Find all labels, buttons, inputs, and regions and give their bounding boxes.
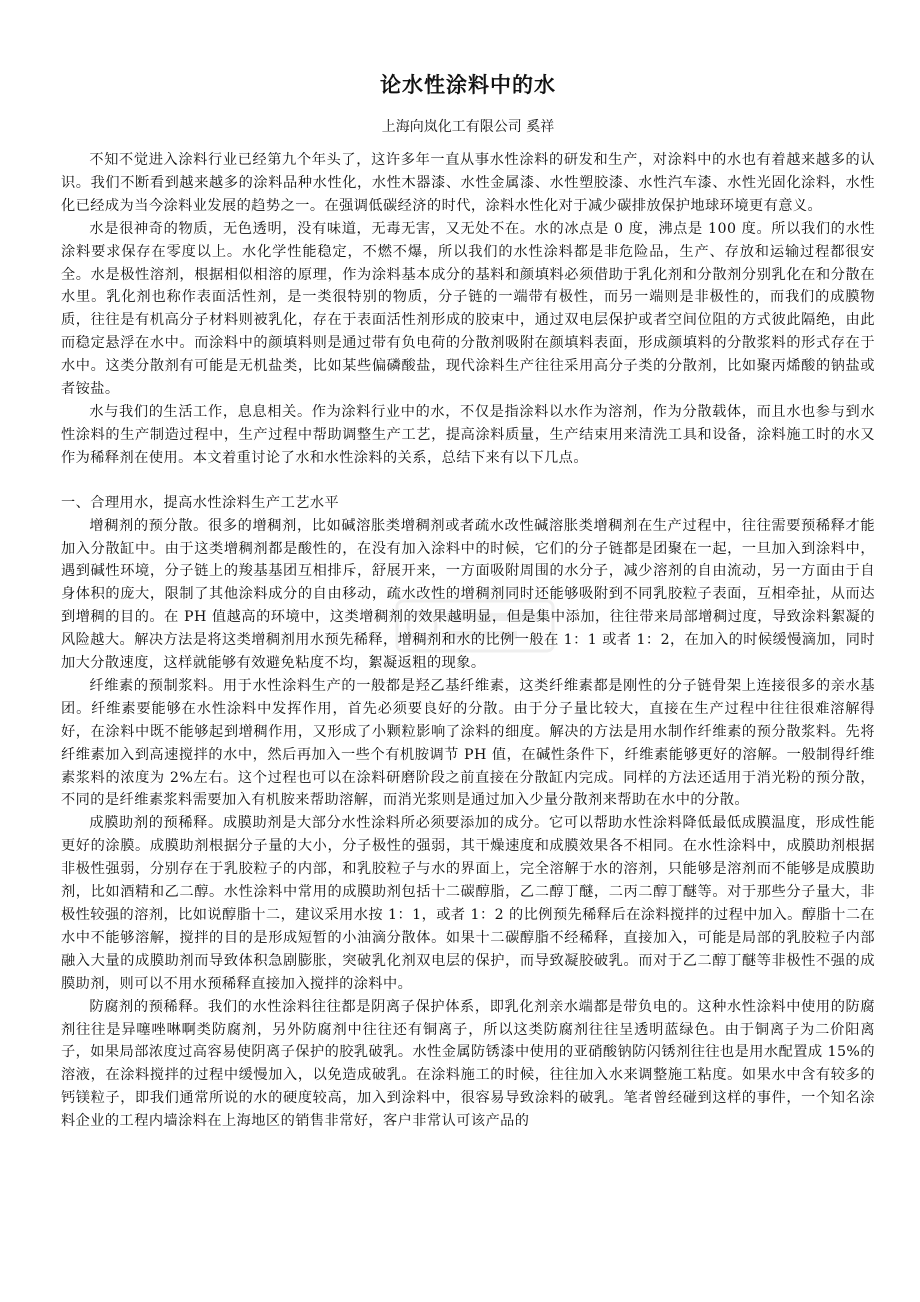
document-body (61, 149, 875, 1133)
author-line: 上海向岚化工有限公司 奚祥 (381, 119, 555, 135)
section-paragraph-preservative: 防腐剂的预稀释。我们的水性涂料往往都是阴离子保护体系，即乳化剂亲水端都是带负电的。这种水性涂料中使用的防腐剂往往是异噻唑啉啊类防腐剂，另外防腐剂中往往还有铜离子，所以这类防腐剂往往呈透明蓝绿色。由于铜离子为二价阳离子，如果局部浓度过高容易使阴离子保护的胶乳破乳。水性金属防锈漆中使用的亚硝酸钠防闪锈剂往往也是用水配置成 15%的溶液，在涂料搅拌的过程中缓慢加入，以免造成破乳。在涂料施工的时候，往往加入水来调整施工粘度。如果水中含有较多的钙镁粒子，即我们通常所说的水的硬度较高，加入到涂料中，很容易导致涂料的破乳。笔者曾经碰到这样的事件，一个知名涂料企业的工程内墙涂料在上海地区的销售非常好，客户非常认可该产品的 (61, 998, 875, 1130)
section-heading: 一、合理用水，提高水性涂料生产工艺水平 (61, 494, 340, 511)
document-title: 论水性涂料中的水 (380, 73, 556, 97)
section-paragraph-thickener: 增稠剂的预分散。很多的增稠剂，比如碱溶胀类增稠剂或者疏水改性碱溶胀类增稠剂在生产过程中，往往需要预稀释才能加入分散缸中。由于这类增稠剂都是酸性的，在没有加入涂料中的时候，它们的分子链都是团聚在一起，一旦加入到涂料中，遇到碱性环境，分子链上的羧基基团互相排斥，舒展开来，一方面吸附周围的水分子，减少溶剂的自由流动，另一方面由于自身体积的庞大，限制了其他涂料成分的自由移动，疏水改性的增稠剂同时还能够吸附到不同乳胶粒子表面，互相牵扯，从而达到增稠的目的。在 PH 值越高的环境中，这类增稠剂的效果越明显，但是集中添加，往往带来局部增稠过度，导致涂料絮凝的风险越大。解决方法是将这类增稠剂用水预先稀释，增稠剂和水的比例一般在 1：1 或者 1：2，在加入的时候缓慢滴加，同时加大分散速度，这样就能够有效避免粘度不均，絮凝返粗的现象。 (61, 517, 875, 672)
section-paragraph-cellulose: 纤维素的预制浆料。用于水性涂料生产的一般都是羟乙基纤维素，这类纤维素都是刚性的分子链骨架上连接很多的亲水基团。纤维素要能够在水性涂料中发挥作用，首先必须要良好的分散。由于分子量比较大，直接在生产过程中往往很难溶解得好，在涂料中既不能够起到增稠作用，又形成了小颗粒影响了涂料的细度。解决的方法是用水制作纤维素的预分散浆料。先将纤维素加入到高速搅拌的水中，然后再加入一些个有机胺调节 PH 值，在碱性条件下，纤维素能够更好的溶解。一般制得纤维素浆料的浓度为 2%左右。这个过程也可以在涂料研磨阶段之前直接在分散缸内完成。同样的方法还适用于消光粉的预分散，不同的是纤维素浆料需要加入有机胺来帮助溶解，而消光浆则是通过加入少量分散剂来帮助在水中的分散。 (61, 677, 875, 809)
section-paragraph-coalescent: 成膜助剂的预稀释。成膜助剂是大部分水性涂料所必须要添加的成分。它可以帮助水性涂料降低最低成膜温度，形成性能更好的涂膜。成膜助剂根据分子量的大小，分子极性的强弱，其干燥速度和成膜效果各不相同。在水性涂料中，成膜助剂根据非极性强弱，分别存在于乳胶粒子的内部，和乳胶粒子与水的界面上，完全溶解于水的溶剂，只能够是溶剂而不能够是成膜助剂，比如酒精和乙二醇。水性涂料中常用的成膜助剂包括十二碳醇脂，乙二醇丁醚，二丙二醇丁醚等。对于那些分子量大，非极性较强的溶剂，比如说醇脂十二，建议采用水按 1：1，或者 1：2 的比例预先稀释后在涂料搅拌的过程中加入。醇脂十二在水中不能够溶解，搅拌的目的是形成短暂的小油滴分散体。如果十二碳醇脂不经稀释，直接加入，可能是局部的乳胶粒子内部融入大量的成膜助剂而导致体积急剧膨胀，突破乳化剂双电层的保护，而导致凝胶破乳。而对于乙二醇丁醚等非极性不强的成膜助剂，则可以不用水预稀释直接加入搅拌的涂料中。 (61, 815, 875, 992)
intro-paragraph-2: 水是很神奇的物质，无色透明，没有味道，无毒无害，又无处不在。水的冰点是 0 度，沸点是 100 度。所以我们的水性涂料要求保存在零度以上。水化学性能稳定，不燃不爆，所以我们的水性涂料都是非危险品，生产、存放和运输过程都很安全。水是极性溶剂，根据相似相溶的原理，作为涂料基本成分的基料和颜填料必须借助于乳化剂和分散剂分别乳化在和分散在水里。乳化剂也称作表面活性剂，是一类很特别的物质，分子链的一端带有极性，而另一端则是非极性的，而我们的成膜物质，往往是有机高分子材料则被乳化，存在于表面活性剂形成的胶束中，通过双电层保护或者空间位阻的方式彼此隔绝，由此而稳定悬浮在水中。而涂料中的颜填料则是通过带有负电荷的分散剂吸附在颜填料表面，形成颜填料的分散浆料的形式存在于水中。这类分散剂有可能是无机盐类，比如某些偏磷酸盐，现代涂料生产往往采用高分子类的分散剂，比如聚丙烯酸的钠盐或者铵盐。 (61, 220, 875, 398)
intro-paragraph-1: 不知不觉进入涂料行业已经第九个年头了，这许多年一直从事水性涂料的研发和生产，对涂料中的水也有着越来越多的认识。我们不断看到越来越多的涂料品种水性化，水性木器漆、水性金属漆、水性塑胶漆、水性汽车漆、水性光固化涂料，水性化已经成为当今涂料业发展的趋势之一。在强调低碳经济的时代，涂料水性化对于减少碳排放保护地球环境更有意义。 (61, 152, 875, 214)
intro-paragraph-3: 水与我们的生活工作，息息相关。作为涂料行业中的水，不仅是指涂料以水作为溶剂，作为分散载体，而且水也参与到水性涂料的生产制造过程中，生产过程中帮助调整生产工艺，提高涂料质量，生产结束用来清洗工具和设备，涂料施工时的水又作为稀释剂在使用。本文着重讨论了水和水性涂料的关系，总结下来有以下几点。 (61, 403, 875, 466)
